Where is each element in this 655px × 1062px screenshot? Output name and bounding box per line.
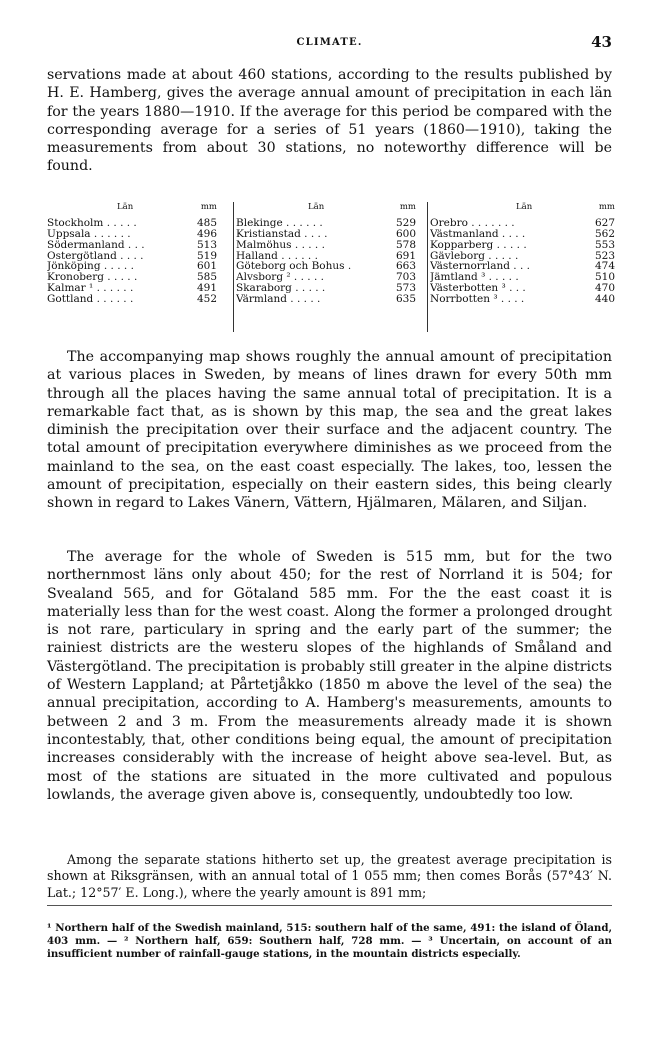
lan-name: Halland . . . . . .	[236, 250, 318, 262]
column-header-mm: mm	[399, 202, 416, 212]
lan-mm: 496	[196, 228, 217, 240]
lan-mm: 474	[594, 261, 615, 273]
table-row	[47, 240, 217, 251]
lan-name: Södermanland . . .	[47, 239, 145, 251]
table-row	[236, 283, 416, 294]
table-row	[47, 283, 217, 294]
footnote-divider	[47, 905, 612, 906]
table-row	[236, 240, 416, 251]
lan-name: Blekinge . . . . . .	[236, 218, 323, 229]
table-row	[430, 240, 615, 251]
lan-name: Jönköping . . . . .	[47, 261, 134, 273]
lan-name: Kalmar ¹ . . . . . .	[47, 283, 134, 294]
footnotes: ¹ Northern half of the Swedish mainland, 515: southern half of the same, 491: the island of Öland, 403 mm. — ² Northern half, 659: Southern half, 728 mm. — ³ Uncertain, on account of an insufficient number of rainfall-gauge stations, in the mountain districts especially.	[47, 922, 612, 961]
lan-mm: 601	[196, 261, 217, 273]
lan-name: Västmanland . . . .	[430, 228, 526, 240]
table-row	[430, 218, 615, 229]
lan-mm: 519	[196, 250, 217, 262]
table-column	[427, 202, 615, 332]
lan-mm: 485	[196, 218, 217, 229]
lan-mm: 513	[196, 239, 217, 251]
lan-mm: 562	[594, 228, 615, 240]
lan-name: Västernorrland . . .	[430, 261, 530, 273]
lan-name: Västerbotten ³ . . .	[430, 283, 526, 294]
column-header-mm: mm	[200, 202, 217, 212]
table-row	[430, 272, 615, 283]
lan-mm: 635	[395, 293, 416, 305]
lan-name: Östergötland . . . .	[47, 250, 144, 262]
header-title: CLIMATE.	[296, 37, 363, 48]
lan-mm: 573	[395, 283, 416, 294]
running-header	[47, 33, 612, 53]
table-row	[47, 218, 217, 229]
table-row	[47, 251, 217, 262]
lan-mm: 663	[395, 261, 416, 273]
lan-mm: 529	[395, 218, 416, 229]
lan-name: Göteborg och Bohus .	[236, 261, 352, 273]
table-row	[430, 251, 615, 262]
stations-paragraph: Among the separate stations hitherto set up, the greatest average precipitation is shown at Riksgränsen, with an annual total of 1 055 mm; then comes Borås (57°43′ N. Lat.; 12°57′ E. Long.), where the yearly amount is 891 mm;	[47, 852, 612, 900]
precipitation-table	[47, 202, 615, 332]
lan-name: Kopparberg . . . . .	[430, 239, 527, 251]
lan-name: Uppsala . . . . . .	[47, 228, 131, 240]
table-row	[47, 294, 217, 305]
table-row	[236, 294, 416, 305]
table-row	[430, 283, 615, 294]
lan-name: Kronoberg . . . . .	[47, 272, 138, 284]
table-row	[236, 272, 416, 283]
table-row	[236, 261, 416, 272]
lan-mm: 585	[196, 272, 217, 284]
lan-name: Stockholm . . . . .	[47, 218, 137, 229]
lan-name: Norrbotten ³ . . . .	[430, 293, 525, 305]
table-row	[430, 294, 615, 305]
table-row	[236, 251, 416, 262]
average-paragraph: The average for the whole of Sweden is 515 mm, but for the two northernmost läns only about 450; for the rest of Norrland it is 504; for Svealand 565, and for Götaland 585 mm. For the the east coast it is materially less than for the west coast. Along the former a prolonged drought is not rare, particulary in spring and the early part of the summer; the rainiest districts are the westeru slopes of the highlands of Småland and Västergötland. The precipitation is probably still greater in the alpine districts of Western Lappland; at Pårtetjåkko (1850 m above the level of the sea) the annual precipitation, according to A. Hamberg's measurements, amounts to between 2 and 3 m. From the measurements already made it is shown incontestably, that, other conditions being equal, the amount of precipitation increases considerably with the increase of height above sea-level. But, as most of the stations are situated in the more cultivated and populous lowlands, the average given above is, consequently, undoubtedly too low.	[47, 549, 612, 803]
lan-mm: 691	[395, 250, 416, 262]
column-header-mm: mm	[598, 202, 615, 212]
table-row	[47, 272, 217, 283]
lan-name: Älvsborg ² . . . . .	[236, 272, 324, 284]
lan-name: Värmland . . . . .	[236, 293, 321, 305]
column-header-lan: Län	[516, 202, 533, 212]
lan-mm: 600	[395, 228, 416, 240]
lan-mm: 553	[594, 239, 615, 251]
lan-mm: 523	[594, 250, 615, 262]
table-row	[236, 218, 416, 229]
lan-mm: 703	[395, 272, 416, 284]
lan-mm: 452	[196, 293, 217, 305]
column-header-lan: Län	[308, 202, 325, 212]
lan-name: Skaraborg . . . . .	[236, 283, 326, 294]
table-row	[47, 261, 217, 272]
lan-mm: 578	[395, 239, 416, 251]
table-row	[47, 229, 217, 240]
table-row	[236, 229, 416, 240]
lan-mm: 440	[594, 293, 615, 305]
lan-name: Gottland . . . . . .	[47, 293, 134, 305]
column-header-lan: Län	[117, 202, 134, 212]
intro-paragraph: servations made at about 460 stations, according to the results published by H. E. Hamberg, gives the average annual amount of precipitation in each län for the years 1880—1910. If the average for this period be compared with the corresponding average for a series of 51 years (1860—1910), taking the measurements from about 30 stations, no noteworthy difference will be found.	[47, 67, 612, 175]
map-paragraph: The accompanying map shows roughly the annual amount of precipitation at various places in Sweden, by means of lines drawn for every 50th mm through all the places having the same annual total of precipitation. It is a remarkable fact that, as is shown by this map, the sea and the great lakes diminish the precipitation over their surface and the adjacent country. The total amount of precipitation everywhere diminishes as we proceed from the mainland to the sea, on the east coast especially. The lakes, too, lessen the amount of precipitation, especially on their eastern sides, this being clearly shown in regard to Lakes Vänern, Vättern, Hjälmaren, Mälaren, and Siljan.	[47, 349, 612, 512]
lan-name: Jämtland ³ . . . . .	[430, 272, 519, 284]
lan-mm: 491	[196, 283, 217, 294]
lan-mm: 510	[594, 272, 615, 284]
table-row	[430, 229, 615, 240]
lan-name: Malmöhus . . . . .	[236, 239, 325, 251]
lan-mm: 627	[594, 218, 615, 229]
lan-name: Kristianstad . . . .	[236, 228, 328, 240]
table-row	[430, 261, 615, 272]
lan-name: Gävleborg . . . . .	[430, 250, 519, 262]
lan-mm: 470	[594, 283, 615, 294]
page-number: 43	[591, 33, 612, 51]
lan-name: Örebro . . . . . . .	[430, 218, 515, 229]
table-column	[47, 202, 217, 332]
table-column	[233, 202, 416, 332]
